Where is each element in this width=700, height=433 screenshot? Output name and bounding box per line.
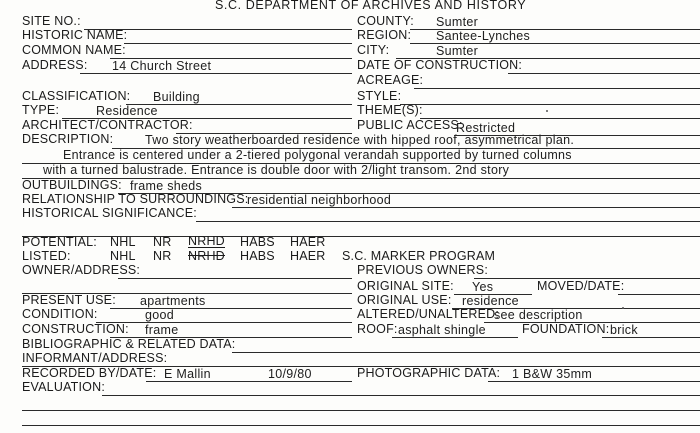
altered-label: ALTERED/UNALTERED: xyxy=(357,307,500,321)
listed-habs: HABS xyxy=(240,249,275,263)
condition-label: CONDITION: xyxy=(22,307,98,321)
classification-value: Building xyxy=(153,90,200,104)
site-no-label: SITE NO.: xyxy=(22,14,81,28)
evaluation-line-1 xyxy=(102,395,700,396)
evaluation-line-3 xyxy=(22,425,700,426)
bibliographic-label: BIBLIOGRAPHIC & RELATED DATA: xyxy=(22,337,236,351)
relationship-value: residential neighborhood xyxy=(247,193,392,207)
photographic-line xyxy=(488,381,700,382)
listed-haer: HAER xyxy=(290,249,326,263)
listed-nrhd xyxy=(188,249,225,263)
roof-label: ROOF: xyxy=(357,322,398,336)
recorded-label: RECORDED BY/DATE: xyxy=(22,366,157,380)
address-value: 14 Church Street xyxy=(112,59,212,73)
classification-line xyxy=(126,104,352,105)
region-label: REGION: xyxy=(357,28,412,42)
bibliographic-line xyxy=(232,352,700,353)
previous-owners-label: PREVIOUS OWNERS: xyxy=(357,263,488,277)
potential-habs: HABS xyxy=(240,235,275,249)
recorded-date-value: 10/9/80 xyxy=(268,367,312,381)
city-value: Sumter xyxy=(436,44,479,58)
foundation-line xyxy=(602,337,700,338)
public-access-line xyxy=(454,135,700,136)
description-underline-3 xyxy=(22,178,700,179)
relationship-label: RELATIONSHIP TO SURROUNDINGS: xyxy=(22,192,249,206)
scan-speck xyxy=(622,307,624,309)
description-line-2: Entrance is centered under a 2-tiered polygonal verandah supported by turned columns xyxy=(63,148,572,162)
listed-nhl: NHL xyxy=(110,249,136,263)
significance-label: HISTORICAL SIGNIFICANCE: xyxy=(22,206,197,220)
moved-date-label: MOVED/DATE: xyxy=(537,279,625,293)
photographic-value: 1 B&W 35mm xyxy=(512,367,593,381)
listed-label: LISTED: xyxy=(22,249,71,263)
description-line-3: with a turned balustrade. Entrance is double door with 2/light transom. 2nd story xyxy=(43,163,510,177)
architect-label: ARCHITECT/CONTRACTOR: xyxy=(22,118,193,132)
marker-program-label: S.C. MARKER PROGRAM xyxy=(342,249,496,263)
potential-nhl: NHL xyxy=(110,235,136,249)
owner-line-1 xyxy=(118,278,352,279)
common-name-label: COMMON NAME: xyxy=(22,43,126,57)
themes-label: THEME(S): xyxy=(357,103,423,117)
public-access-value: Restricted xyxy=(456,121,516,135)
evaluation-line-2 xyxy=(22,410,700,411)
photographic-label: PHOTOGRAPHIC DATA: xyxy=(357,366,501,380)
county-label: COUNTY: xyxy=(357,14,414,28)
present-use-value: apartments xyxy=(140,294,206,308)
acreage-line xyxy=(414,88,700,89)
outbuildings-label: OUTBUILDINGS: xyxy=(22,178,122,192)
present-use-label: PRESENT USE: xyxy=(22,293,116,307)
form-header: S.C. DEPARTMENT OF ARCHIVES AND HISTORY xyxy=(215,0,527,12)
county-value: Sumter xyxy=(436,15,479,29)
scan-speck xyxy=(546,110,548,112)
city-label: CITY: xyxy=(357,43,390,57)
potential-nrhd: NRHD xyxy=(188,234,225,248)
listed-nrhd-text: NRHD xyxy=(188,249,225,263)
region-value: Santee-Lynches xyxy=(436,29,531,43)
relationship-line xyxy=(232,207,700,208)
owner-label: OWNER/ADDRESS: xyxy=(22,263,141,277)
condition-line xyxy=(96,322,352,323)
recorded-line xyxy=(146,381,352,382)
public-access-label: PUBLIC ACCESS: xyxy=(357,118,463,132)
date-construction-line xyxy=(508,73,700,74)
informant-label: INFORMANT/ADDRESS: xyxy=(22,351,168,365)
construction-label: CONSTRUCTION: xyxy=(22,322,129,336)
significance-line-1 xyxy=(196,221,700,222)
description-label: DESCRIPTION: xyxy=(22,132,114,146)
listed-nr: NR xyxy=(153,249,172,263)
original-use-label: ORIGINAL USE: xyxy=(357,293,452,307)
evaluation-label: EVALUATION: xyxy=(22,380,106,394)
type-label: TYPE: xyxy=(22,103,60,117)
style-line xyxy=(400,104,700,105)
potential-nr: NR xyxy=(153,235,172,249)
outbuildings-value: frame sheds xyxy=(130,179,203,193)
construction-value: frame xyxy=(145,323,179,337)
address-label: ADDRESS: xyxy=(22,58,88,72)
type-value: Residence xyxy=(96,104,158,118)
style-label: STYLE: xyxy=(357,89,402,103)
recorded-by-value: E Mallin xyxy=(164,367,211,381)
address-line xyxy=(80,73,352,74)
original-use-value: residence xyxy=(462,294,519,308)
description-line-1: Two story weatherboarded residence with hipped roof, asymmetrical plan. xyxy=(145,133,575,147)
foundation-label: FOUNDATION: xyxy=(522,322,610,336)
original-site-value: Yes xyxy=(472,280,494,294)
acreage-label: ACREAGE: xyxy=(357,73,424,87)
classification-label: CLASSIFICATION: xyxy=(22,89,131,103)
roof-value: asphalt shingle xyxy=(398,323,486,337)
potential-label: POTENTIAL: xyxy=(22,235,97,249)
historic-name-line xyxy=(124,43,352,44)
altered-value: see description xyxy=(494,308,583,322)
condition-value: good xyxy=(145,308,175,322)
date-construction-label: DATE OF CONSTRUCTION: xyxy=(357,58,523,72)
foundation-value: brick xyxy=(610,323,638,337)
original-site-label: ORIGINAL SITE: xyxy=(357,279,454,293)
potential-haer: HAER xyxy=(290,235,326,249)
moved-date-line xyxy=(618,294,700,295)
historic-name-label: HISTORIC NAME: xyxy=(22,28,128,42)
roof-line xyxy=(392,337,518,338)
